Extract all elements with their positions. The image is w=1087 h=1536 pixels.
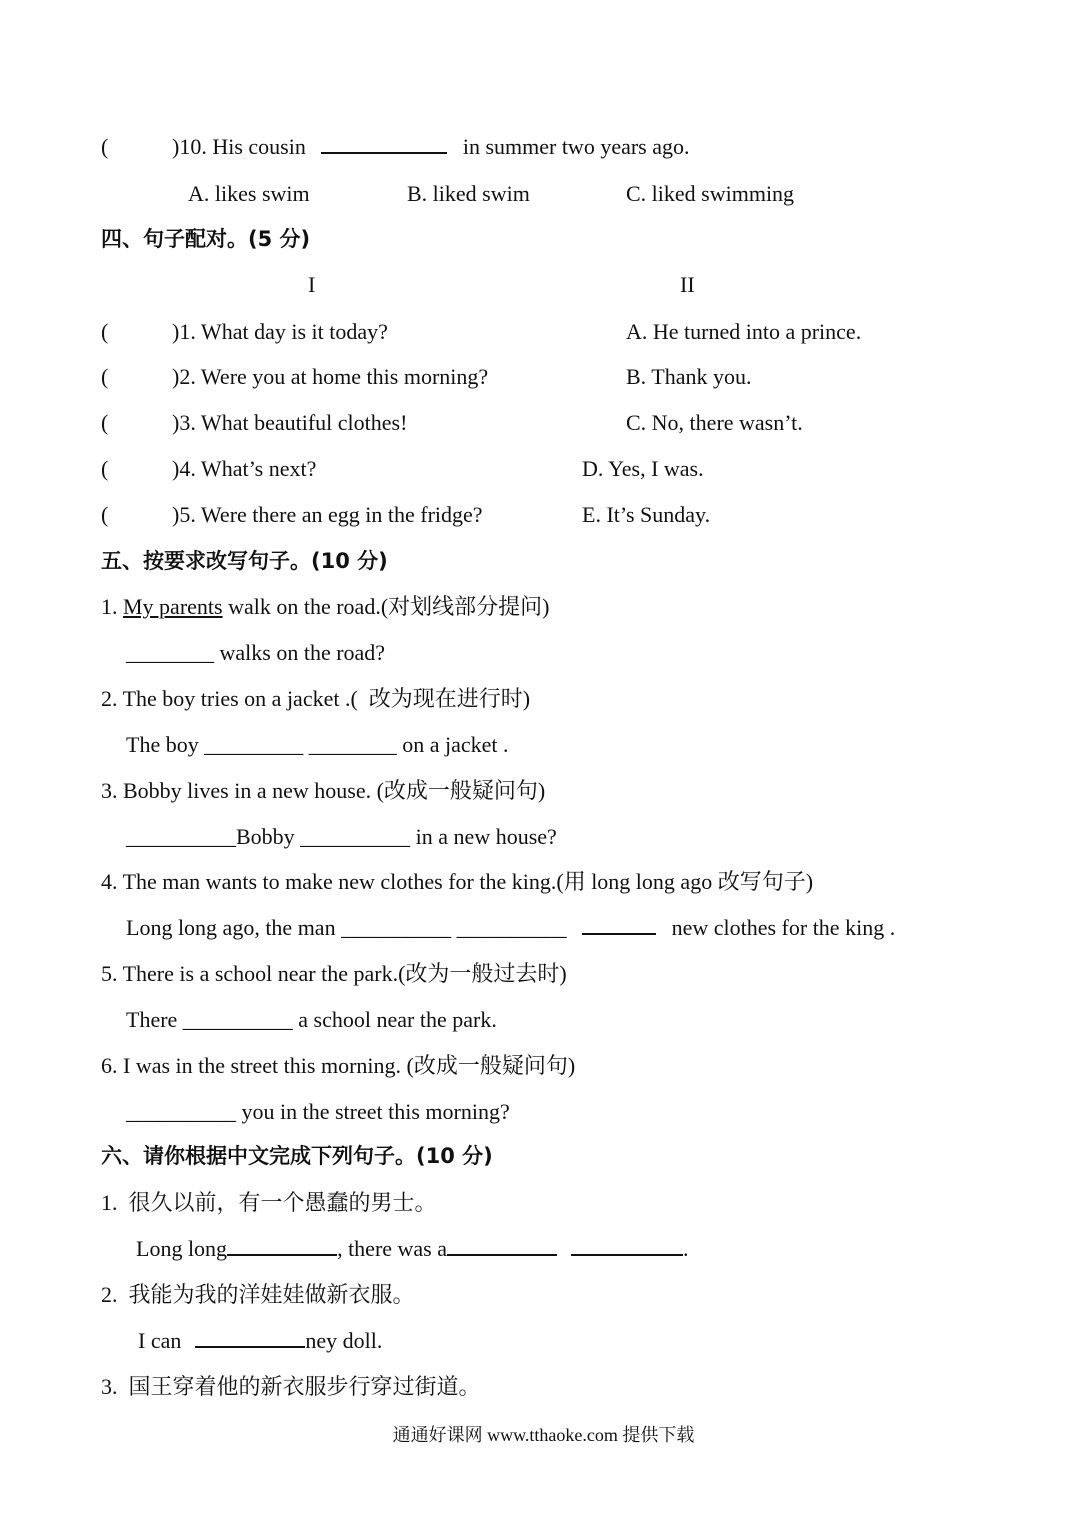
answer-blank[interactable] <box>571 1236 683 1256</box>
rewrite-answer-4[interactable] <box>126 915 895 941</box>
match-question: )5. Were there an egg in the fridge? <box>172 502 483 527</box>
translate-answer-1 <box>136 1236 689 1262</box>
answer-text: Long long <box>136 1236 228 1261</box>
section-heading: 五、按要求改写句子。(10 分) <box>101 549 388 573</box>
rewrite-question-1 <box>101 594 549 620</box>
match-question: )3. What beautiful clothes! <box>172 410 408 435</box>
section-heading: 六、请你根据中文完成下列句子。(10 分) <box>101 1144 493 1168</box>
q10-option-b: B. liked swim <box>407 181 530 206</box>
q10-option-a: A. likes swim <box>188 181 310 206</box>
match-answer: D. Yes, I was. <box>582 456 704 481</box>
answer-text: Long long ago, the man __________ __________ <box>126 915 567 940</box>
answer-text: I can <box>138 1328 182 1353</box>
rewrite-question-5: 5. There is a school near the park.(改为一般过去时) <box>101 961 567 986</box>
q10-stem-b: in summer two years ago. <box>462 134 690 159</box>
underlined-phrase: My parents <box>123 594 223 619</box>
answer-blank[interactable] <box>582 915 656 935</box>
match-answer: B. Thank you. <box>626 364 752 389</box>
translate-question-3: 3. 国王穿着他的新衣服步行穿过街道。 <box>101 1374 481 1399</box>
answer-paren[interactable]: ( <box>101 502 109 527</box>
section-heading: 四、句子配对。(5 分) <box>101 227 311 251</box>
rewrite-answer-2[interactable]: The boy _________ ________ on a jacket . <box>126 732 509 757</box>
match-question: )1. What day is it today? <box>172 319 388 344</box>
match-answer: A. He turned into a prince. <box>626 319 862 344</box>
translate-answer-2 <box>138 1328 382 1354</box>
match-answer: E. It’s Sunday. <box>582 502 711 527</box>
rewrite-answer-6[interactable]: __________ you in the street this morning? <box>126 1099 510 1124</box>
rewrite-question-4: 4. The man wants to make new clothes for the king.(用 long long ago 改写句子) <box>101 869 814 894</box>
question-number: 1. <box>101 594 118 619</box>
column-label-ii: II <box>680 272 695 297</box>
match-question: )4. What’s next? <box>172 456 317 481</box>
translate-question-2: 2. 我能为我的洋娃娃做新衣服。 <box>101 1282 415 1307</box>
q10-stem-a: )10. His cousin <box>172 134 306 159</box>
match-question: )2. Were you at home this morning? <box>172 364 489 389</box>
answer-paren[interactable]: ( <box>101 319 109 344</box>
match-answer: C. No, there wasn’t. <box>626 410 803 435</box>
answer-text: . <box>683 1236 689 1261</box>
answer-text: , there was a <box>337 1236 448 1261</box>
rewrite-answer-3[interactable]: __________Bobby __________ in a new house? <box>126 824 557 849</box>
answer-paren: ( <box>101 134 109 159</box>
rewrite-question-3: 3. Bobby lives in a new house. (改成一般疑问句) <box>101 778 546 803</box>
q10-stem <box>172 134 690 160</box>
answer-text: ney doll. <box>305 1328 383 1353</box>
answer-paren[interactable]: ( <box>101 410 109 435</box>
answer-blank[interactable] <box>447 1236 557 1256</box>
answer-text: new clothes for the king . <box>671 915 896 940</box>
translate-question-1: 1. 很久以前，有一个愚蠢的男士。 <box>101 1190 437 1215</box>
rewrite-answer-5[interactable]: There __________ a school near the park. <box>126 1007 497 1032</box>
rewrite-question-6: 6. I was in the street this morning. (改成一般疑问句) <box>101 1053 576 1078</box>
answer-blank[interactable] <box>321 134 447 154</box>
answer-paren[interactable]: ( <box>101 364 109 389</box>
page-footer: 通通好课网 www.tthaoke.com 提供下载 <box>392 1425 695 1445</box>
answer-blank[interactable] <box>195 1328 305 1348</box>
answer-paren[interactable]: ( <box>101 456 109 481</box>
question-text: walk on the road.(对划线部分提问) <box>222 594 550 619</box>
rewrite-answer-1[interactable]: ________ walks on the road? <box>126 640 386 665</box>
answer-blank[interactable] <box>227 1236 337 1256</box>
column-label-i: I <box>308 272 316 297</box>
q10-option-c: C. liked swimming <box>626 181 795 206</box>
rewrite-question-2: 2. The boy tries on a jacket .( 改为现在进行时) <box>101 686 531 711</box>
